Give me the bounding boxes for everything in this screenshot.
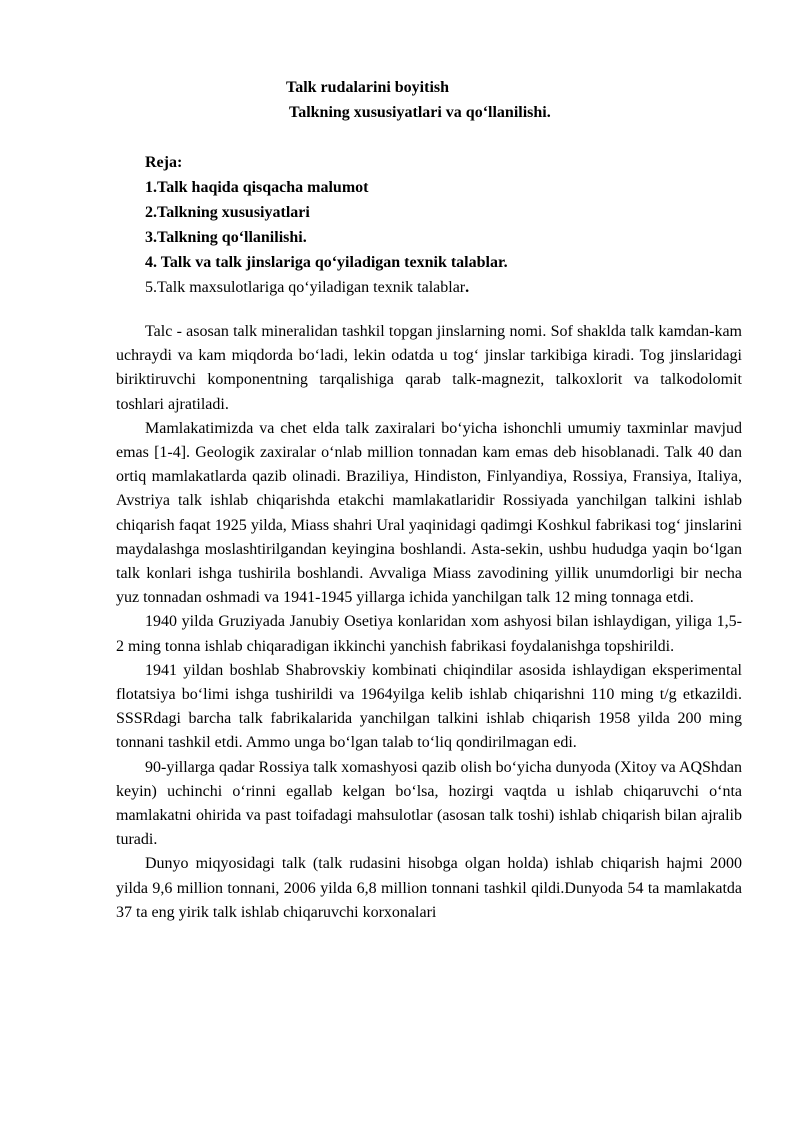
plan-item-text: 5.Talk maxsulotlariga qo‘yiladigan texnik talablar <box>145 279 466 296</box>
plan-item: 3.Talkning qo‘llanilishi. <box>145 229 307 246</box>
plan-item: 4. Talk va talk jinslariga qo‘yiladigan texnik talablar. <box>145 254 508 271</box>
paragraph: Mamlakatimizda va chet elda talk zaxiralari bo‘yicha ishonchli umumiy taxminlar mavjud emas [1-4]. Geologik zaxiralar o‘nlab million tonnadan kam emas deb hisoblanadi. Talk 40 dan ortiq mamlakatlarda qazib olinadi. Braziliya, Hindiston, Finlyandiya, Rossiya, Fransiya, Italiya, Avstriya talk ishlab chiqarishda etakchi mamlakatlaridir Rossiyada yanchilgan talkini ishlab chiqarish faqat 1925 yilda, Miass shahri Ural yaqinidagi qadimgi Koshkul fabrikasi tog‘ jinslarini maydalashga moslashtirilgandan keyingina boshlandi. Asta-sekin, ushbu hududga yaqin bo‘lgan talk konlari ishga tushirila boshlandi. Avvaliga Miass zavodining yillik unumdorligi bir necha yuz tonnadan oshmadi va 1941-1945 yillarga ichida yanchilgan talk 12 ming tonnaga etdi. <box>116 419 742 607</box>
paragraph: Dunyo miqyosidagi talk (talk rudasini hisobga olgan holda) ishlab chiqarish hajmi 2000 yilda 9,6 million tonnani, 2006 yilda 6,8 million tonnani tashkil qildi.Dunyoda 54 ta mamlakatda 37 ta eng yirik talk ishlab chiqaruvchi korxonalari <box>116 855 742 921</box>
paragraph: 90-yillarga qadar Rossiya talk xomashyosi qazib olish bo‘yicha dunyoda (Xitoy va AQShdan keyin) uchinchi o‘rinni egallab kelgan bo‘lsa, hozirgi vaqtda u ishlab chiqaruvchi o‘nta mamlakatni ohirida va past toifadagi mahsulotlar (asosan talk toshi) ishlab chiqarish bilan ajralib turadi. <box>116 758 742 849</box>
paragraph: 1941 yildan boshlab Shabrovskiy kombinati chiqindilar asosida ishlaydigan eksperimental flotatsiya bo‘limi ishga tushirildi va 1964yilga kelib ishlab chiqarishni 110 ming t/g etkazildi. SSSRdagi barcha talk fabrikalarida yanchilgan talkini ishlab chiqarish 1958 yilda 200 ming tonnani tashkil etdi. Ammo unga bo‘lgan talab to‘liq qondirilmagan edi. <box>116 661 742 752</box>
plan-item: 2.Talkning xususiyatlari <box>145 204 310 221</box>
document-title: Talk rudalarini boyitish <box>286 79 450 96</box>
plan-heading: Reja: <box>145 154 183 171</box>
plan-list <box>145 150 508 300</box>
document-subtitle: Talkning xususiyatlari va qo‘llanilishi. <box>289 104 551 121</box>
paragraph: 1940 yilda Gruziyada Janubiy Osetiya konlaridan xom ashyosi bilan ishlaydigan, yiliga 1,5-2 ming tonna ishlab chiqaradigan ikkinchi yanchish fabrikasi foydalanishga topshirildi. <box>116 613 742 655</box>
plan-item <box>145 275 508 300</box>
body-text <box>116 320 742 925</box>
plan-item-period: . <box>465 279 470 296</box>
plan-item: 1.Talk haqida qisqacha malumot <box>145 179 369 196</box>
paragraph: Talc - asosan talk mineralidan tashkil topgan jinslarning nomi. Sof shaklda talk kamdan-kam uchraydi va kam miqdorda bo‘ladi, lekin odatda u tog‘ jinslar tarkibiga kiradi. Tog jinslaridagi biriktiruvchi komponentning tarqalishiga qarab talk-magnezit, talkoxlorit va talkodolomit toshlari ajratiladi. <box>116 323 742 413</box>
